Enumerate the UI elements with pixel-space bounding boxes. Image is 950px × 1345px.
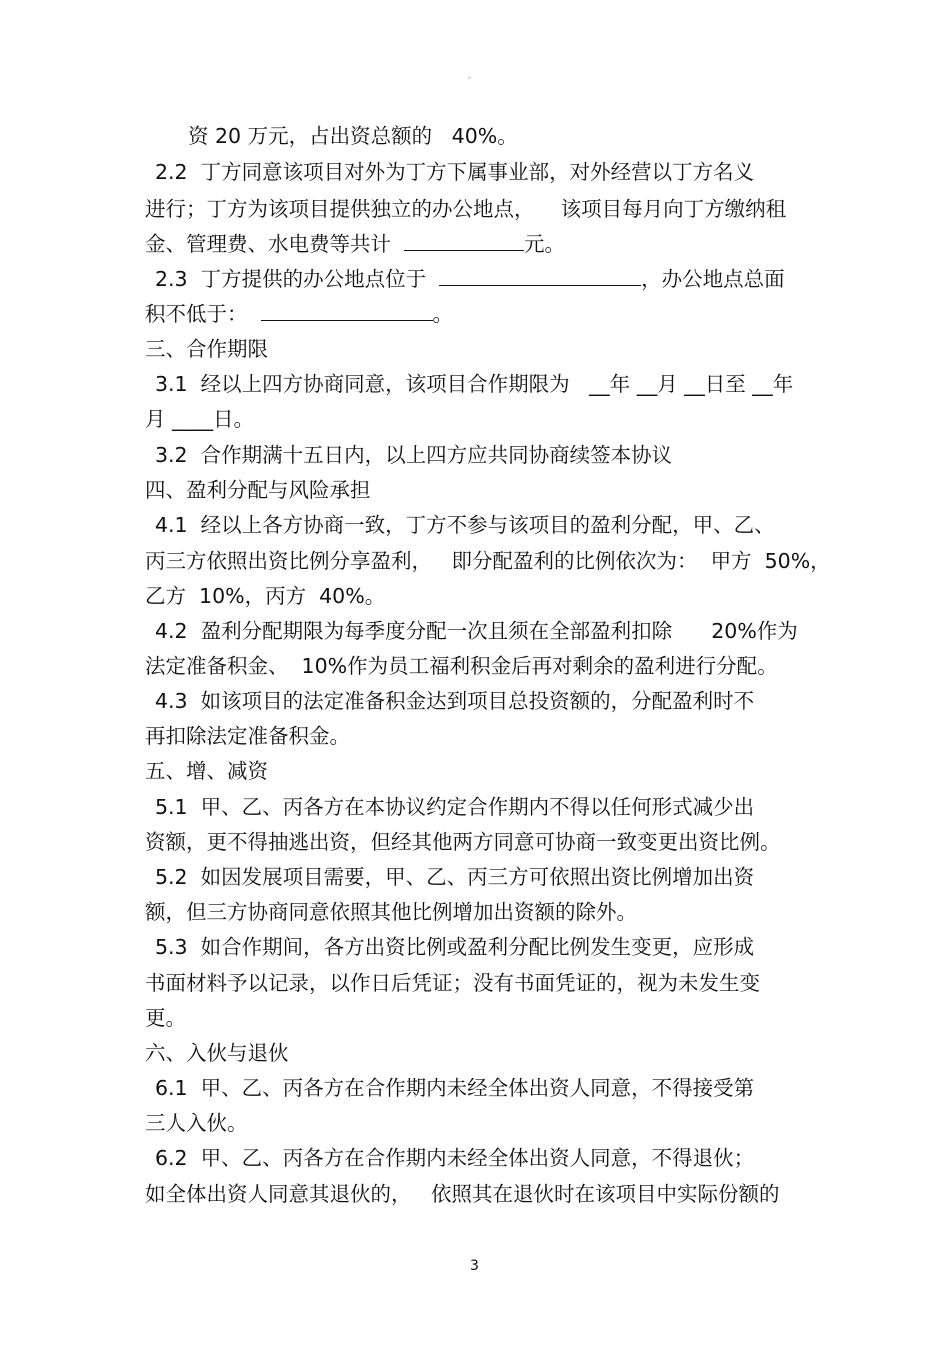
text-line: 4.2 盈利分配期限为每季度分配一次且须在全部盈利扣除 20%作为	[155, 619, 798, 643]
text-line: 书面材料予以记录，以作日后凭证；没有书面凭证的，视为未发生变	[145, 971, 760, 995]
text-segment: 元。	[524, 232, 566, 256]
text-line: 资 20 万元，占出资总额的 40%。	[188, 124, 518, 148]
text-segment: 。	[432, 302, 454, 326]
text-line: 更。	[145, 1006, 186, 1030]
text-segment: 2.3 丁方提供的办公地点位于	[155, 267, 440, 291]
text-line: 6.2 甲、乙、丙各方在合作期内未经全体出资人同意，不得退伙；	[155, 1146, 755, 1170]
text-line: 法定准备积金、 10%作为员工福利积金后再对剩余的盈利进行分配。	[145, 654, 778, 678]
text-line: 三人入伙。	[145, 1111, 248, 1135]
text-line: 月 ____日。	[145, 407, 255, 431]
text-line: 再扣除法定准备积金。	[145, 724, 350, 748]
page-number: 3	[470, 1258, 479, 1274]
text-segment: 金、管理费、水电费等共计	[145, 232, 405, 256]
text-line: 5.2 如因发展项目需要，甲、乙、丙三方可依照出资比例增加出资	[155, 865, 755, 889]
text-line	[155, 267, 785, 291]
text-line: 4.3 如该项目的法定准备积金达到项目总投资额的，分配盈利时不	[155, 689, 755, 713]
text-line: 6.1 甲、乙、丙各方在合作期内未经全体出资人同意，不得接受第	[155, 1076, 755, 1100]
text-line: 3.1 经以上四方协商同意，该项目合作期限为 __年 __月 __日至 __年	[155, 372, 794, 396]
text-line: 丙三方依照出资比例分享盈利， 即分配盈利的比例依次为： 甲方 50%，	[145, 549, 831, 573]
text-line: 如全体出资人同意其退伙的， 依照其在退伙时在该项目中实际份额的	[145, 1182, 780, 1206]
text-line	[145, 232, 565, 256]
section-heading: 五、增、减资	[145, 759, 268, 783]
text-segment: 积不低于：	[145, 302, 261, 326]
section-heading: 四、盈利分配与风险承担	[145, 478, 371, 502]
text-line: 资额，更不得抽逃出资，但经其他两方同意可协商一致变更出资比例。	[145, 830, 781, 854]
fill-in-blank	[261, 302, 433, 321]
header-mark: 。	[468, 71, 478, 81]
text-line: 3.2 合作期满十五日内，以上四方应共同协商续签本协议	[155, 443, 673, 467]
section-heading: 三、合作期限	[145, 337, 268, 361]
text-line: 5.3 如合作期间，各方出资比例或盈利分配比例发生变更，应形成	[155, 935, 755, 959]
text-line: 额，但三方协商同意依照其他比例增加出资额的除外。	[145, 900, 637, 924]
text-line: 2.2 丁方同意该项目对外为丁方下属事业部，对外经营以丁方名义	[155, 160, 755, 184]
fill-in-blank	[404, 232, 524, 251]
text-line: 4.1 经以上各方协商一致，丁方不参与该项目的盈利分配，甲、乙、	[155, 513, 775, 537]
section-heading: 六、入伙与退伙	[145, 1041, 289, 1065]
fill-in-blank	[439, 267, 641, 286]
text-segment: ，办公地点总面	[641, 267, 785, 291]
text-line	[145, 302, 453, 326]
text-line: 进行；丁方为该项目提供独立的办公地点， 该项目每月向丁方缴纳租	[145, 197, 787, 221]
text-line: 5.1 甲、乙、丙各方在本协议约定合作期内不得以任何形式减少出	[155, 795, 755, 819]
text-line: 乙方 10%，丙方 40%。	[145, 584, 386, 608]
